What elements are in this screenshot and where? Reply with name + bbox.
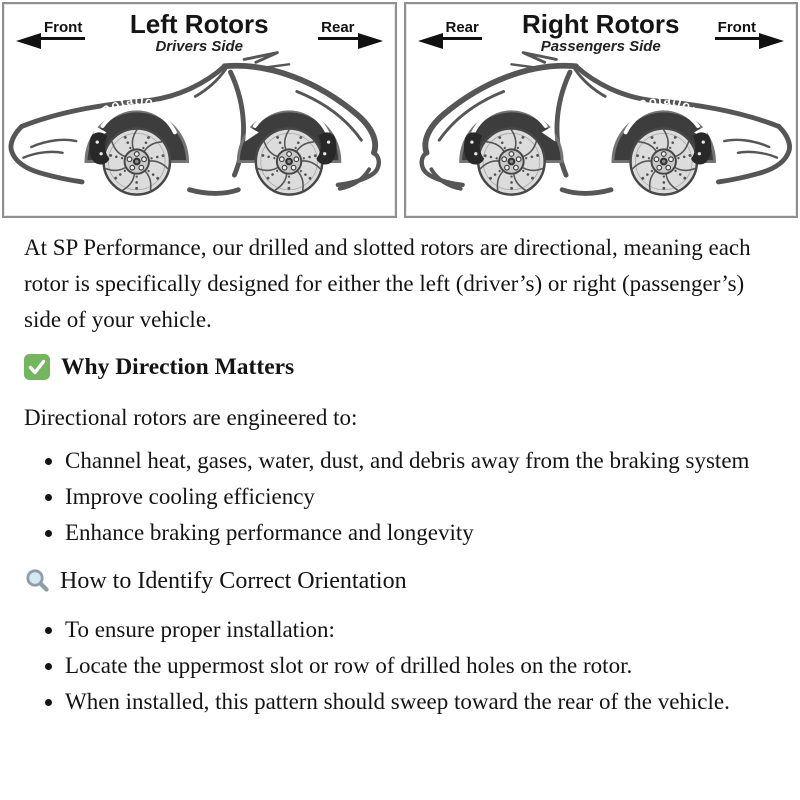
- left-panel-header: [16, 9, 383, 55]
- rear-direction-arrow: [418, 20, 482, 40]
- right-rotors-panel: [404, 2, 799, 218]
- list-item: • Improve cooling efficiency: [65, 479, 772, 515]
- section-title: How to Identify Correct Orientation: [60, 568, 407, 594]
- panel-title: Right Rotors: [522, 9, 680, 39]
- magnifying-glass-icon: [24, 567, 52, 595]
- section-heading-why-direction-matters: [24, 351, 772, 383]
- direction-label-rear: Rear: [443, 20, 482, 40]
- section-title: Why Direction Matters: [61, 354, 295, 380]
- list-item: • Channel heat, gases, water, dust, and debris away from the braking system: [65, 443, 772, 479]
- panel-subtitle: Drivers Side: [155, 38, 244, 55]
- front-direction-arrow: [16, 20, 85, 40]
- list-item: • Locate the uppermost slot or row of drilled holes on the rotor.: [65, 648, 772, 684]
- direction-label-front: Front: [715, 20, 759, 40]
- arrow-right-icon: [759, 33, 784, 49]
- rotation-label: Rotation: [250, 93, 318, 119]
- right-panel-header: [418, 9, 785, 55]
- article: [0, 218, 800, 720]
- arrow-right-icon: [358, 33, 383, 49]
- left-rotors-panel: [2, 2, 397, 218]
- check-mark-icon: [24, 354, 50, 380]
- intro-paragraph: At SP Performance, our drilled and slotted rotors are directional, meaning each rotor is specifically designed for either the left (driver’s) or right (passenger’s) side of your vehicle.: [24, 235, 751, 332]
- panel-title: Left Rotors: [129, 9, 269, 39]
- section-heading-how-to-identify: [24, 565, 772, 597]
- arrow-left-icon: [16, 33, 41, 49]
- rotor-direction-diagram: [0, 0, 800, 218]
- direction-label-front: Front: [41, 20, 85, 40]
- arrow-left-icon: [418, 33, 443, 49]
- list-item: • Enhance braking performance and longevity: [65, 515, 772, 551]
- orientation-list: [24, 612, 772, 720]
- rotation-label: Rotation: [98, 93, 166, 119]
- section-lead: Directional rotors are engineered to:: [24, 405, 358, 430]
- list-item: • To ensure proper installation:: [65, 612, 772, 648]
- rear-direction-arrow: [318, 20, 382, 40]
- rotation-label: Rotation: [483, 93, 550, 120]
- direction-label-rear: Rear: [318, 20, 357, 40]
- panel-subtitle: Passengers Side: [540, 38, 661, 55]
- rotation-label: Rotation: [635, 93, 703, 120]
- list-item: • When installed, this pattern should sweep toward the rear of the vehicle.: [65, 684, 772, 720]
- front-direction-arrow: [715, 20, 784, 40]
- benefits-list: [24, 443, 772, 551]
